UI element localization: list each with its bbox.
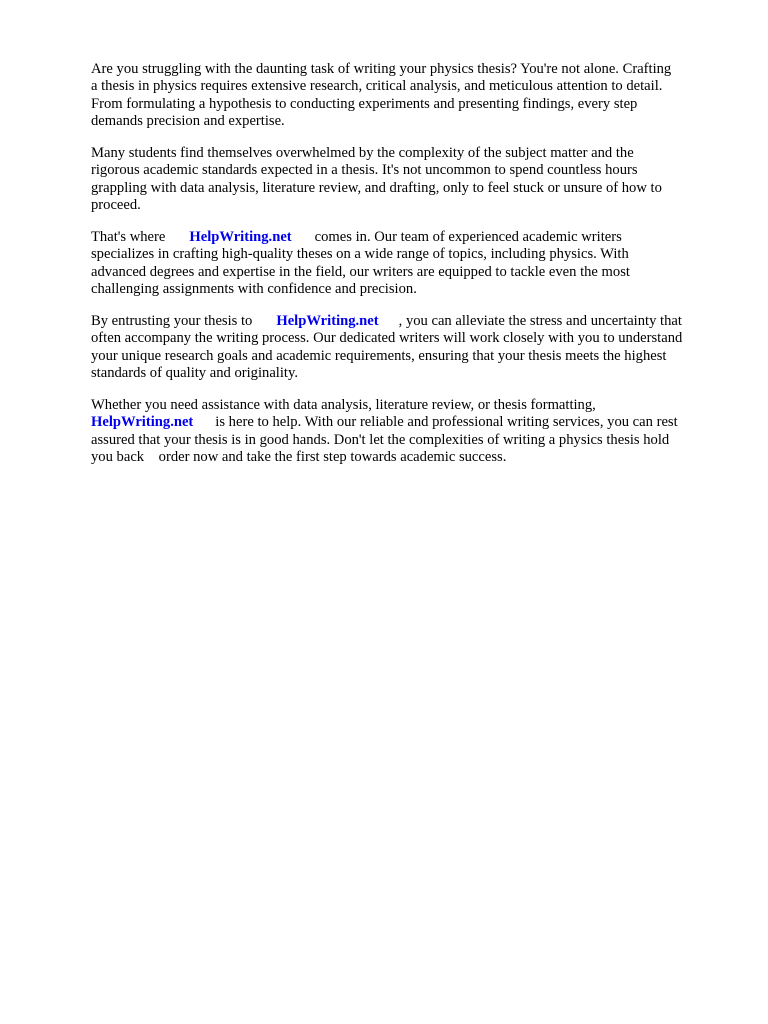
text-segment: That's where [91, 229, 166, 246]
text-line: often accompany the writing process. Our dedicated writers will work closely with you to understand [91, 330, 683, 347]
text-line: you back order now and take the first step towards academic success. [91, 449, 507, 466]
text-line: proceed. [91, 197, 141, 214]
text-segment: , you can alleviate the stress and uncertainty that [398, 313, 682, 330]
text-line: rigorous academic standards expected in a thesis. It's not uncommon to spend countless hours [91, 162, 638, 179]
helpwriting-link[interactable]: HelpWriting.net [276, 313, 379, 330]
text-line: Whether you need assistance with data analysis, literature review, or thesis formatting, [91, 397, 596, 414]
text-line: specializes in crafting high-quality theses on a wide range of topics, including physics. With [91, 246, 629, 263]
paragraph-entrusting [91, 313, 731, 383]
text-segment: By entrusting your thesis to [91, 313, 253, 330]
document-body [91, 61, 731, 481]
text-line: your unique research goals and academic requirements, ensuring that your thesis meets the highest [91, 347, 667, 364]
text-line [91, 313, 731, 330]
text-line: demands precision and expertise. [91, 113, 285, 130]
helpwriting-link[interactable]: HelpWriting.net [189, 229, 292, 246]
text-line [91, 229, 731, 246]
text-line: grappling with data analysis, literature review, and drafting, only to feel stuck or unsure of how to [91, 179, 662, 196]
text-line: challenging assignments with confidence and precision. [91, 281, 417, 298]
text-line: standards of quality and originality. [91, 365, 298, 382]
paragraph-team [91, 229, 731, 299]
text-line: assured that your thesis is in good hands. Don't let the complexities of writing a physics thesis hold [91, 431, 670, 448]
paragraph-intro [91, 61, 731, 131]
paragraph-students [91, 145, 731, 215]
text-line: advanced degrees and expertise in the field, our writers are equipped to tackle even the most [91, 263, 630, 280]
text-segment: is here to help. With our reliable and professional writing services, you can rest [215, 414, 678, 431]
text-line: a thesis in physics requires extensive research, critical analysis, and meticulous attention to detail. [91, 78, 663, 95]
helpwriting-link[interactable]: HelpWriting.net [91, 414, 194, 431]
text-segment: comes in. Our team of experienced academic writers [314, 229, 622, 246]
text-line: Are you struggling with the daunting task of writing your physics thesis? You're not alone. Crafting [91, 61, 672, 77]
text-line: From formulating a hypothesis to conducting experiments and presenting findings, every step [91, 95, 638, 112]
text-line: Many students find themselves overwhelmed by the complexity of the subject matter and the [91, 145, 634, 162]
paragraph-whether [91, 397, 731, 467]
text-line [91, 414, 731, 431]
